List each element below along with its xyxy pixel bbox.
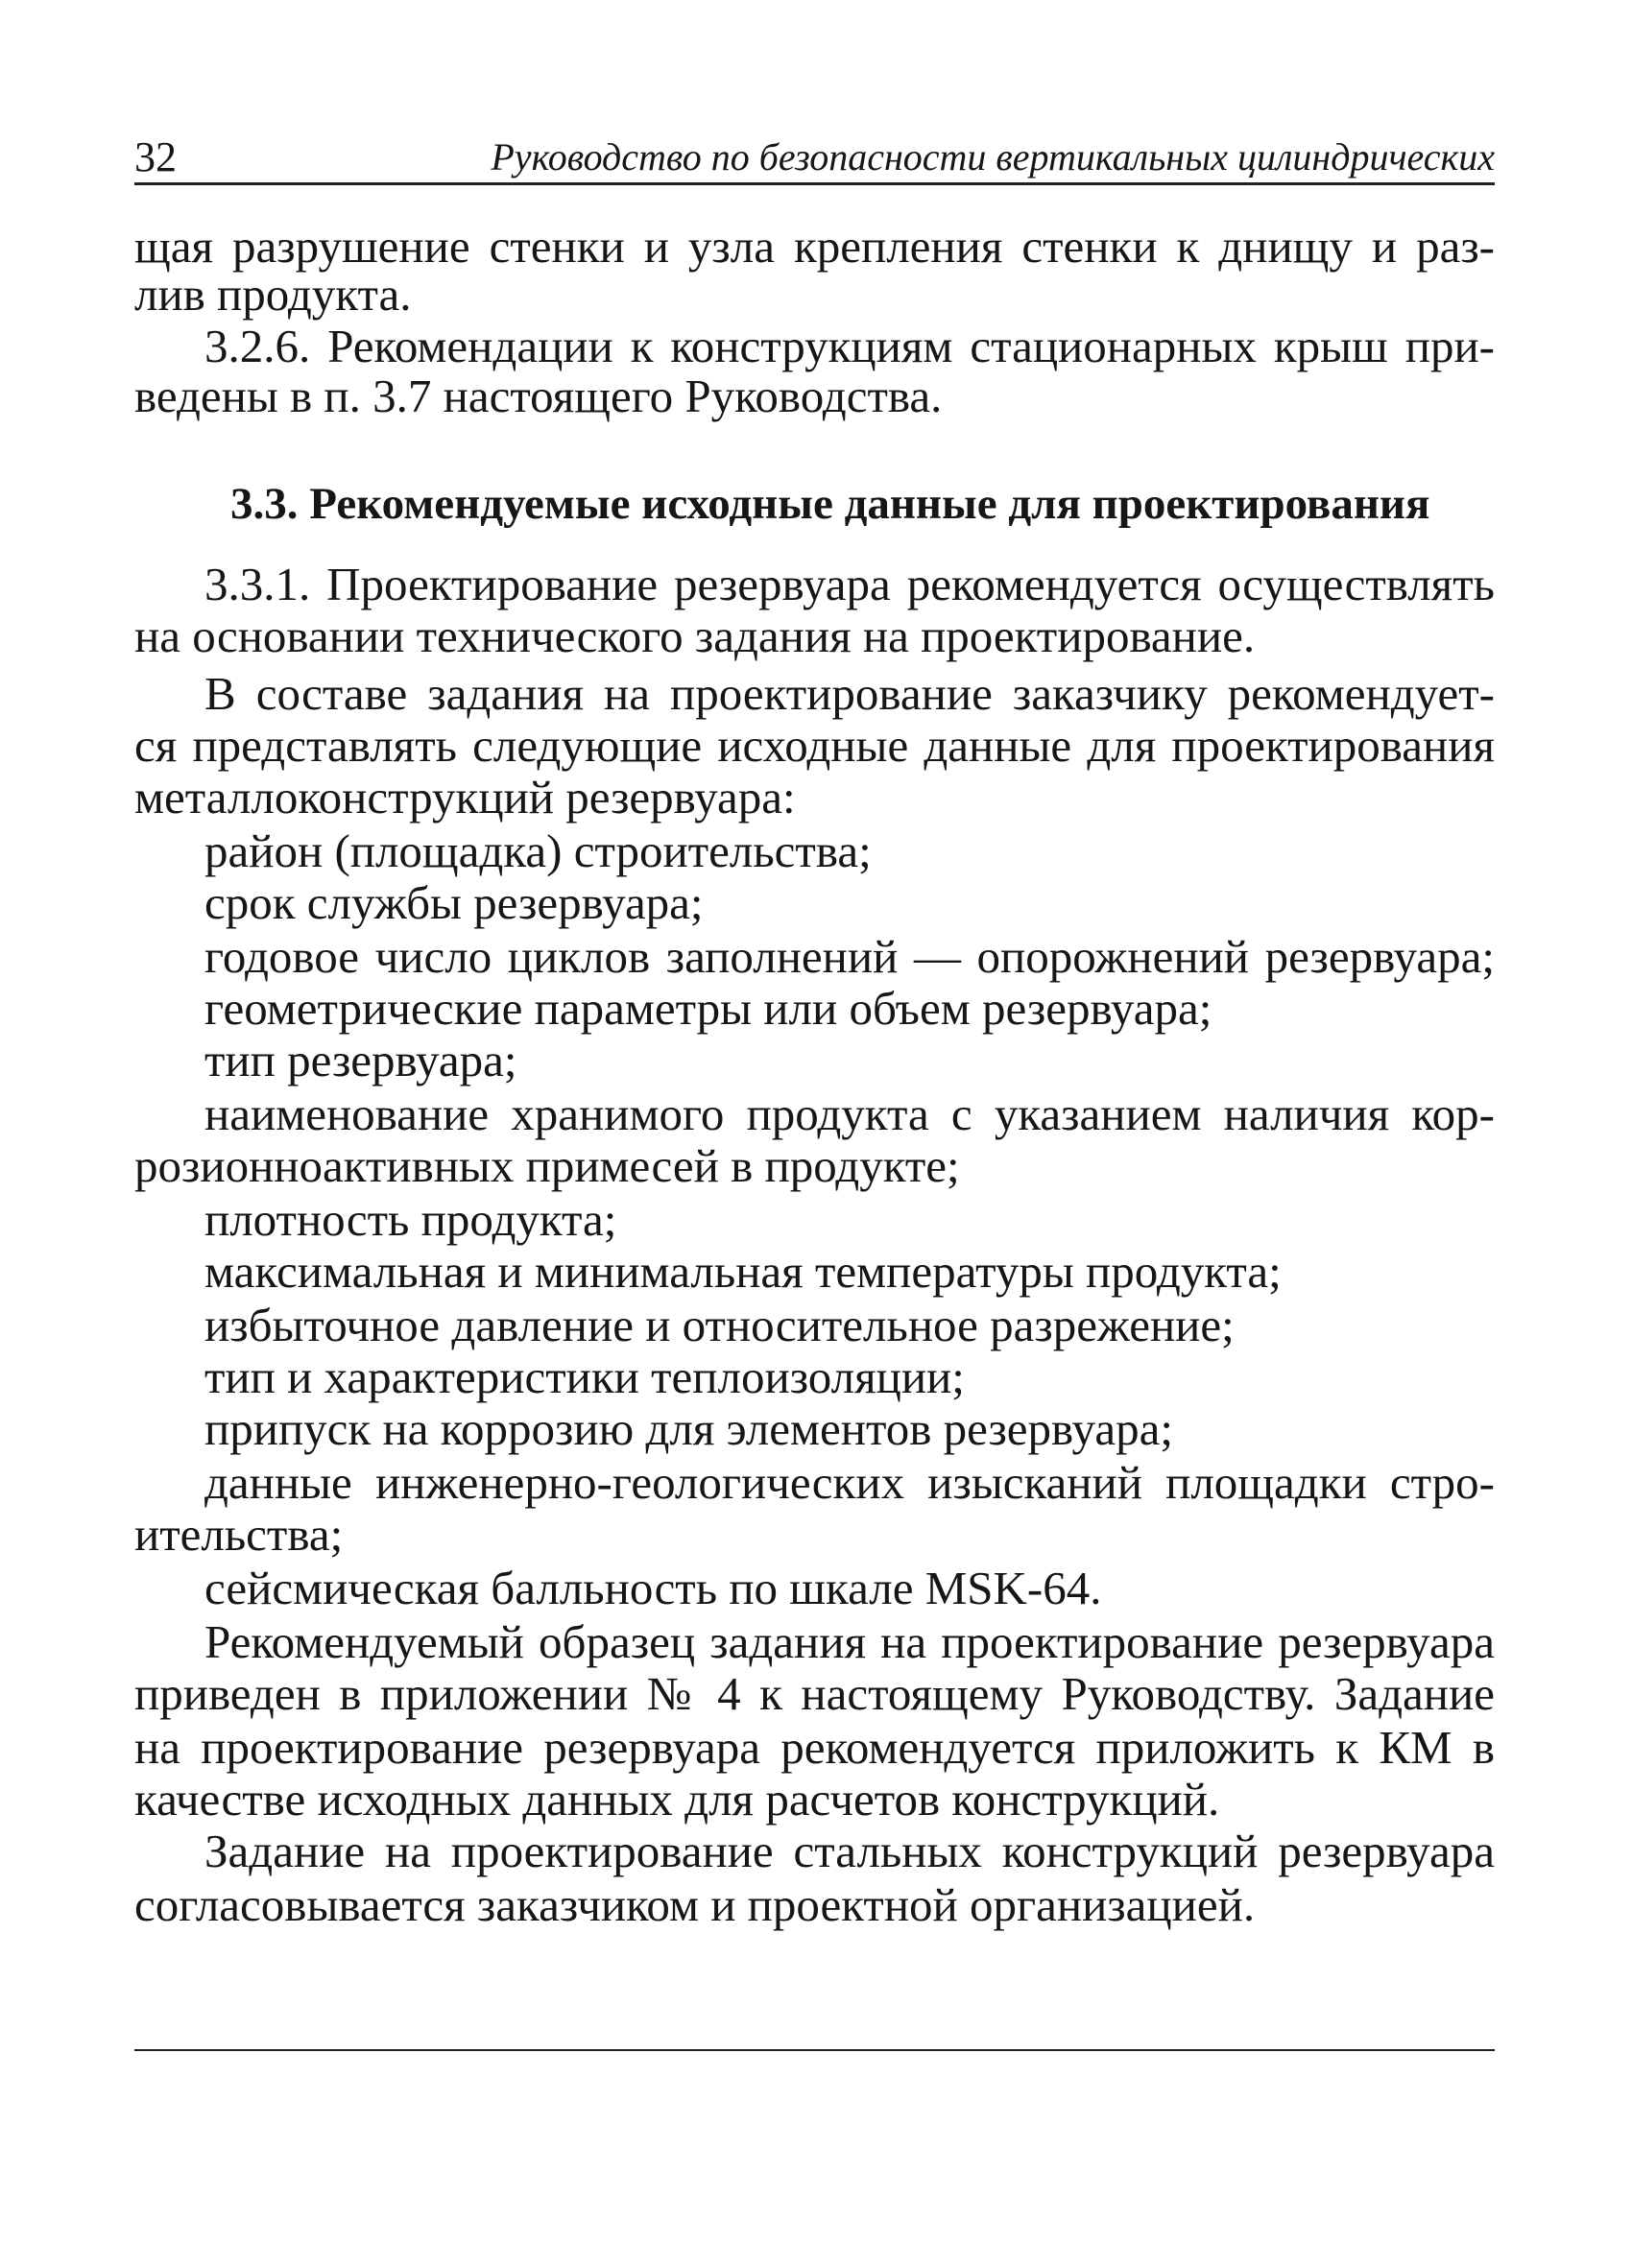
list-item: район (площадка) строительства; <box>204 824 872 877</box>
body-line: ведены в п. 3.7 настоящего Руководства. <box>134 370 943 422</box>
list-item: максимальная и минимальная температуры продукта; <box>204 1245 1282 1298</box>
body-line: на проектирование резервуара рекомендуется приложить к КМ в <box>134 1721 1495 1774</box>
list-item: годовое число циклов заполнений — опорожнений резервуара; <box>204 930 1495 983</box>
list-item: ительства; <box>134 1508 344 1561</box>
page-header <box>134 121 1495 185</box>
list-item: припуск на коррозию для элементов резервуара; <box>204 1402 1173 1455</box>
list-item: срок службы резервуара; <box>204 876 704 929</box>
body-line: Задание на проектирование стальных конструкций резервуара <box>204 1825 1495 1877</box>
body-line: металлоконструкций резервуара: <box>134 771 796 824</box>
footer-rule <box>134 2049 1495 2051</box>
page-number: 32 <box>134 133 177 180</box>
body-line: щая разрушение стенки и узла крепления стенки к днищу и раз- <box>134 220 1495 273</box>
body-line: согласовывается заказчиком и проектной организацией. <box>134 1878 1256 1931</box>
running-title: Руководство по безопасности вертикальных цилиндрических <box>491 135 1495 179</box>
body-line: 3.3.1. Проектирование резервуара рекомендуется осуществлять <box>204 558 1495 610</box>
body-line: В составе задания на проектирование заказчику рекомендует- <box>204 667 1495 720</box>
body-line: приведен в приложении № 4 к настоящему Руководству. Задание <box>134 1667 1495 1720</box>
body-line: 3.2.6. Рекомендации к конструкциям стационарных крыш при- <box>204 320 1495 372</box>
body-line: лив продукта. <box>134 268 412 321</box>
section-heading: 3.3. Рекомендуемые исходные данные для проектирования <box>230 479 1430 529</box>
list-item: плотность продукта; <box>204 1193 617 1246</box>
body-line: ся представлять следующие исходные данные для проектирования <box>134 719 1495 772</box>
list-item: данные инженерно-геологических изысканий площадки стро- <box>204 1456 1495 1509</box>
list-item: наименование хранимого продукта с указанием наличия кор- <box>204 1087 1495 1140</box>
list-item: сейсмическая балльность по шкале MSK-64. <box>204 1562 1102 1614</box>
list-item: избыточное давление и относительное разрежение; <box>204 1299 1235 1351</box>
list-item: тип и характеристики теплоизоляции; <box>204 1350 965 1403</box>
body-line: качестве исходных данных для расчетов конструкций. <box>134 1773 1220 1826</box>
list-item: тип резервуара; <box>204 1034 517 1086</box>
list-item: геометрические параметры или объем резервуара; <box>204 982 1212 1035</box>
list-item: розионноактивных примесей в продукте; <box>134 1139 960 1192</box>
body-line: Рекомендуемый образец задания на проектирование резервуара <box>204 1615 1495 1668</box>
body-line: на основании технического задания на проектирование. <box>134 609 1256 662</box>
